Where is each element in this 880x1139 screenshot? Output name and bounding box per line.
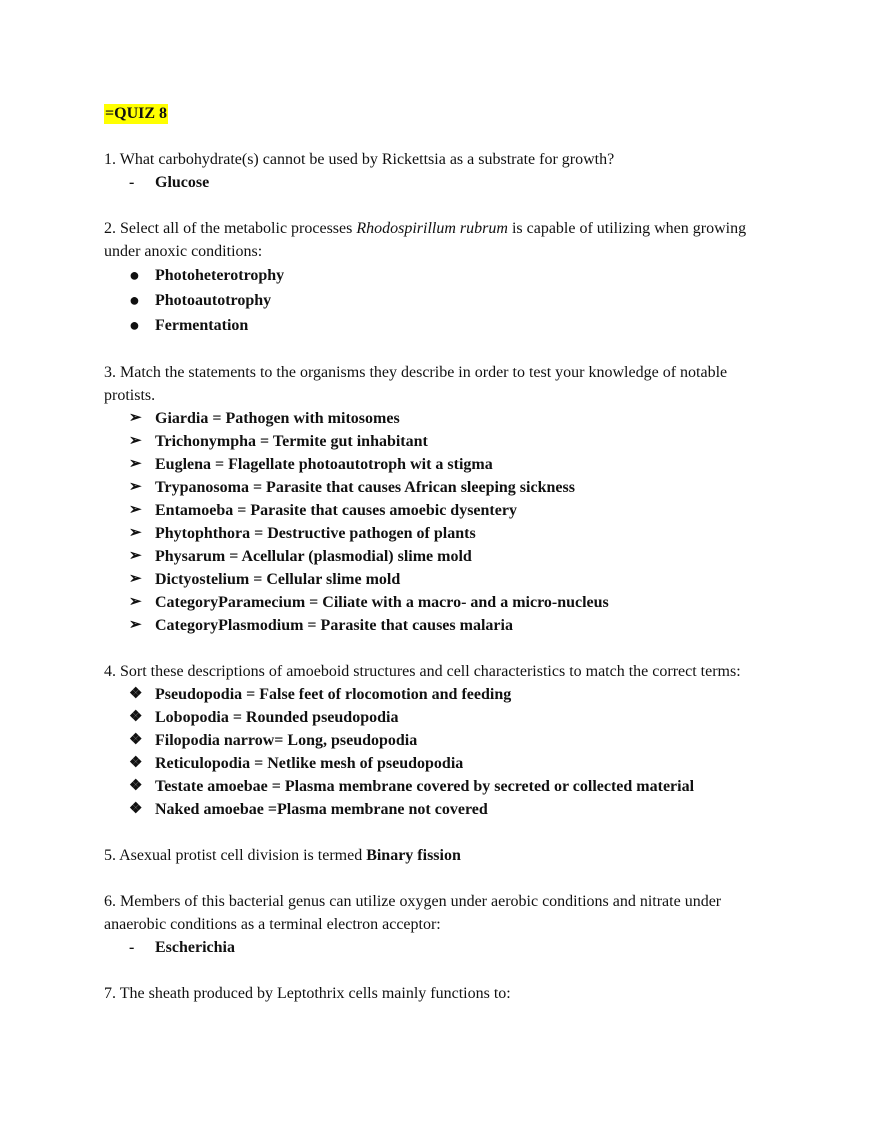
answer-text: Escherichia xyxy=(155,939,235,956)
answer-item xyxy=(104,729,782,752)
answer-text: CategoryParamecium = Ciliate with a macro- and a micro-nucleus xyxy=(155,594,609,611)
answer-text: Lobopodia = Rounded pseudopodia xyxy=(155,709,399,726)
arrow-bullet-icon: ➢ xyxy=(129,456,142,472)
answer-text: Physarum = Acellular (plasmodial) slime mold xyxy=(155,548,472,565)
question-text: 3. Match the statements to the organisms they describe in order to test your knowledge of notable protists. xyxy=(104,364,728,404)
answer-item xyxy=(104,936,782,959)
arrow-bullet-icon: ➢ xyxy=(129,548,142,564)
diamond-bullet-icon: ❖ xyxy=(129,755,143,771)
answer-text: CategoryPlasmodium = Parasite that causes malaria xyxy=(155,617,513,634)
question-7 xyxy=(104,982,782,1005)
answer-text: Photoheterotrophy xyxy=(155,267,285,284)
answer-text: Trichonympha = Termite gut inhabitant xyxy=(155,433,428,450)
answer-list xyxy=(104,683,782,821)
diamond-bullet-icon: ❖ xyxy=(129,709,143,725)
answer-text: Testate amoebae = Plasma membrane covered by secreted or collected material xyxy=(155,778,695,795)
answer-text: Fermentation xyxy=(155,317,249,334)
question-text: 6. Members of this bacterial genus can utilize oxygen under aerobic conditions and nitrate under anaerobic conditions as a terminal electron acceptor: xyxy=(104,893,722,933)
answer-item xyxy=(104,407,782,430)
answer-item xyxy=(104,775,782,798)
question-text: 4. Sort these descriptions of amoeboid structures and cell characteristics to match the correct terms: xyxy=(104,663,741,680)
answer-text: Giardia = Pathogen with mitosomes xyxy=(155,410,400,427)
question-text: 7. The sheath produced by Leptothrix cells mainly functions to: xyxy=(104,985,511,1002)
answer-item xyxy=(104,614,782,637)
arrow-bullet-icon: ➢ xyxy=(129,433,142,449)
question-text: 1. What carbohydrate(s) cannot be used by Rickettsia as a substrate for growth? xyxy=(104,151,615,168)
answer-item xyxy=(104,522,782,545)
answer-item xyxy=(104,313,782,338)
quiz-title: =QUIZ 8 xyxy=(105,105,168,122)
diamond-bullet-icon: ❖ xyxy=(129,732,143,748)
answer-text: Phytophthora = Destructive pathogen of plants xyxy=(155,525,476,542)
answer-text: Euglena = Flagellate photoautotroph wit a stigma xyxy=(155,456,493,473)
answer-list xyxy=(104,407,782,637)
answer-text: Binary fission xyxy=(366,847,461,864)
answer-item xyxy=(104,171,782,194)
answer-text: Filopodia narrow= Long, pseudopodia xyxy=(155,732,418,749)
answer-text: Photoautotrophy xyxy=(155,292,272,309)
organism-name: Rhodospirillum rubrum xyxy=(356,220,508,237)
arrow-bullet-icon: ➢ xyxy=(129,617,142,633)
answer-item xyxy=(104,706,782,729)
answer-list xyxy=(104,263,782,338)
question-4 xyxy=(104,660,782,821)
arrow-bullet-icon: ➢ xyxy=(129,571,142,587)
answer-item xyxy=(104,798,782,821)
question-text xyxy=(104,217,782,263)
answer-list xyxy=(104,936,782,959)
question-3 xyxy=(104,361,782,637)
answer-item xyxy=(104,288,782,313)
arrow-bullet-icon: ➢ xyxy=(129,479,142,495)
answer-text: Pseudopodia = False feet of rlocomotion and feeding xyxy=(155,686,512,703)
dot-bullet-icon: ● xyxy=(129,290,140,310)
dash-bullet-icon: - xyxy=(129,174,135,191)
dash-bullet-icon: - xyxy=(129,939,135,956)
answer-text: Trypanosoma = Parasite that causes African sleeping sickness xyxy=(155,479,575,496)
question-text: 5. Asexual protist cell division is termed xyxy=(104,847,367,864)
answer-item xyxy=(104,263,782,288)
answer-text: Naked amoebae =Plasma membrane not covered xyxy=(155,801,488,818)
question-6 xyxy=(104,890,782,959)
question-1 xyxy=(104,148,782,194)
question-5 xyxy=(104,844,782,867)
answer-item xyxy=(104,430,782,453)
arrow-bullet-icon: ➢ xyxy=(129,594,142,610)
arrow-bullet-icon: ➢ xyxy=(129,502,142,518)
answer-item xyxy=(104,453,782,476)
answer-item xyxy=(104,683,782,706)
answer-item xyxy=(104,591,782,614)
answer-text: Glucose xyxy=(155,174,210,191)
answer-text: Entamoeba = Parasite that causes amoebic dysentery xyxy=(155,502,517,519)
answer-item xyxy=(104,499,782,522)
answer-text: Dictyostelium = Cellular slime mold xyxy=(155,571,401,588)
dot-bullet-icon: ● xyxy=(129,265,140,285)
document-page xyxy=(104,102,782,1005)
answer-item xyxy=(104,752,782,775)
question-text-part: is capable of utilizing when growing under anoxic conditions: xyxy=(104,220,747,260)
answer-item xyxy=(104,476,782,499)
answer-list xyxy=(104,171,782,194)
diamond-bullet-icon: ❖ xyxy=(129,801,143,817)
dot-bullet-icon: ● xyxy=(129,315,140,335)
arrow-bullet-icon: ➢ xyxy=(129,525,142,541)
diamond-bullet-icon: ❖ xyxy=(129,778,143,794)
question-text-part: 2. Select all of the metabolic processes xyxy=(104,220,357,237)
answer-text: Reticulopodia = Netlike mesh of pseudopodia xyxy=(155,755,464,772)
answer-item xyxy=(104,545,782,568)
answer-item xyxy=(104,568,782,591)
question-2 xyxy=(104,217,782,338)
diamond-bullet-icon: ❖ xyxy=(129,686,143,702)
arrow-bullet-icon: ➢ xyxy=(129,410,142,426)
